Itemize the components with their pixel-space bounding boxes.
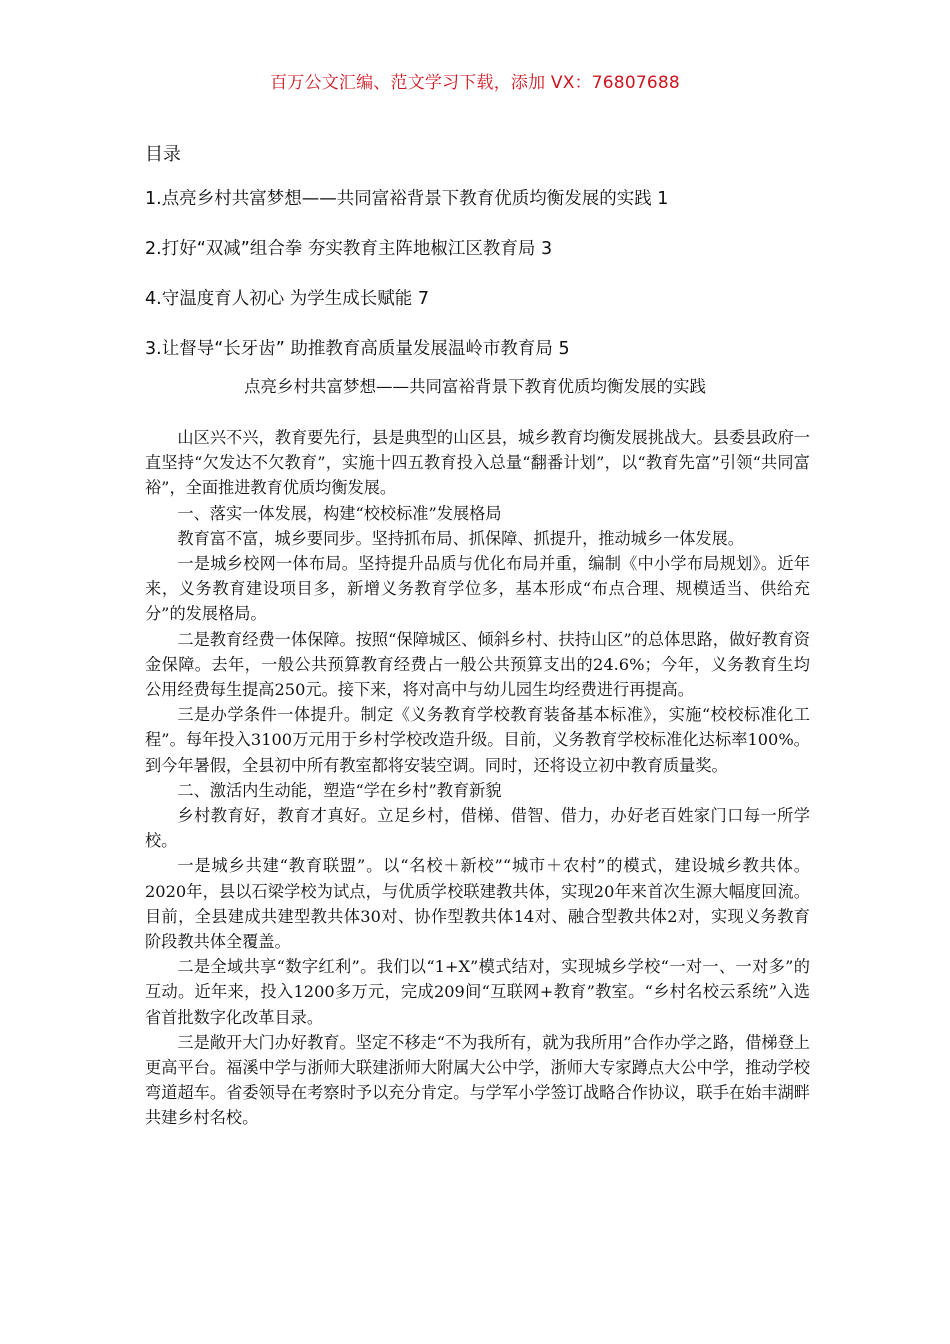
- toc-item-4[interactable]: 4.守温度育人初心 为学生成长赋能 7: [145, 289, 429, 309]
- paragraph: 三是办学条件一体提升。制定《义务教育学校教育装备基本标准》，实施“校校标准化工程”。每年投入3100万元用于乡村学校改造升级。目前，义务教育学校标准化达标率100%。到今年暑假，全县初中所有教室都将安装空调。同时，还将设立初中教育质量奖。: [145, 705, 810, 775]
- article-body: [145, 425, 810, 1131]
- paragraph: 一是城乡共建“教育联盟”。以“名校＋新校”“城市＋农村”的模式，建设城乡教共体。2020年，县以石梁学校为试点，与优质学校联建教共体，实现20年来首次生源大幅度回流。目前，全县建成共建型教共体30对、协作型教共体14对、融合型教共体2对，实现义务教育阶段教共体全覆盖。: [145, 856, 810, 952]
- toc-item-2[interactable]: 2.打好“双减”组合拳 夯实教育主阵地椒江区教育局 3: [145, 239, 553, 259]
- section-heading: 一、落实一体发展，构建“校校标准”发展格局: [177, 503, 502, 523]
- paragraph: 一是城乡校网一体布局。坚持提升品质与优化布局并重，编制《中小学布局规划》。近年来，义务教育建设项目多，新增义务教育学位多，基本形成“布点合理、规模适当、供给充分”的发展格局。: [145, 554, 810, 624]
- table-of-contents: [145, 186, 825, 386]
- article-title: 点亮乡村共富梦想——共同富裕背景下教育优质均衡发展的实践: [244, 377, 706, 396]
- paragraph: 二是全域共享“数字红利”。我们以“1+X”模式结对，实现城乡学校“一对一、一对多”的互动。近年来，投入1200多万元，完成209间“互联网+教育”教室。“乡村名校云系统”入选省首批数字化改革目录。: [145, 957, 810, 1027]
- toc-title: 目录: [145, 144, 181, 165]
- paragraph: 教育富不富，城乡要同步。坚持抓布局、抓保障、抓提升，推动城乡一体发展。: [177, 528, 744, 548]
- watermark-header: 百万公文汇编、范文学习下载，添加 VX：76807688: [270, 73, 680, 93]
- paragraph: 二是教育经费一体保障。按照“保障城区、倾斜乡村、扶持山区”的总体思路，做好教育资金保障。去年，一般公共预算教育经费占一般公共预算支出的24.6%；今年，义务教育生均公用经费每生提高250元。接下来，将对高中与幼儿园生均经费进行再提高。: [145, 629, 810, 700]
- section-heading: 二、激活内生动能，塑造“学在乡村”教育新貌: [177, 780, 502, 800]
- paragraph: 三是敞开大门办好教育。坚定不移走“不为我所有，就为我所用”合作办学之路，借梯登上更高平台。福溪中学与浙师大联建浙师大附属大公中学，浙师大专家蹲点大公中学，推动学校弯道超车。省委领导在考察时予以充分肯定。与学军小学签订战略合作协议，联手在始丰湖畔共建乡村名校。: [145, 1032, 810, 1128]
- paragraph: 山区兴不兴，教育要先行，县是典型的山区县，城乡教育均衡发展挑战大。县委县政府一直坚持“欠发达不欠教育”，实施十四五教育投入总量“翻番计划”，以“教育先富”引领“共同富裕”，全面推进教育优质均衡发展。: [145, 428, 810, 498]
- toc-item-3[interactable]: 3.让督导“长牙齿” 助推教育高质量发展温岭市教育局 5: [145, 339, 570, 359]
- toc-item-1[interactable]: 1.点亮乡村共富梦想——共同富裕背景下教育优质均衡发展的实践 1: [145, 189, 669, 209]
- paragraph: 乡村教育好，教育才真好。立足乡村，借梯、借智、借力，办好老百姓家门口每一所学校。: [145, 806, 810, 851]
